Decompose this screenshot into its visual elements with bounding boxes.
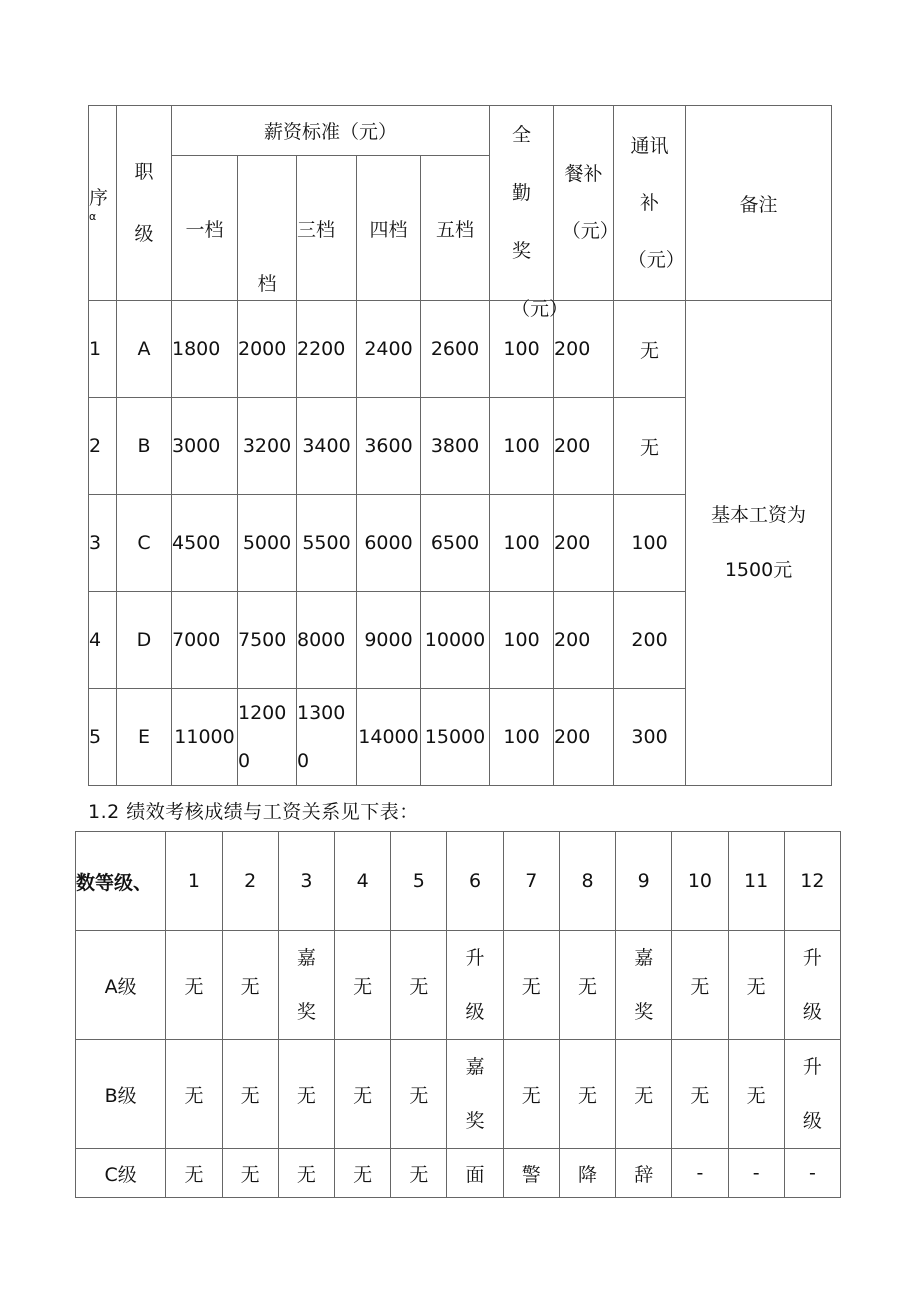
tier-4-header: 四档 xyxy=(357,156,421,301)
table-cell: 嘉奖 xyxy=(447,1040,503,1149)
table-cell: 无 xyxy=(672,1040,728,1149)
column-header: 5 xyxy=(391,832,447,931)
table-cell: 辞 xyxy=(616,1149,672,1198)
tier-cell: 2600 xyxy=(421,301,490,398)
tier-cell: 10000 xyxy=(421,592,490,689)
tier-cell: 3800 xyxy=(421,398,490,495)
row-label: C级 xyxy=(76,1149,166,1198)
tier-1-header: 一档 xyxy=(172,156,238,301)
table-cell: 无 xyxy=(391,1149,447,1198)
table-cell: 无 xyxy=(166,1040,222,1149)
meal-cell: 200 xyxy=(554,592,614,689)
table-cell: 升级 xyxy=(447,931,503,1040)
table-cell: - xyxy=(784,1149,840,1198)
table-cell: 无 xyxy=(503,1040,559,1149)
tier-cell: 4500 xyxy=(172,495,238,592)
meal-header: 餐补（元） xyxy=(554,106,614,301)
tier-cell: 3200 xyxy=(238,398,297,495)
meal-cell: 200 xyxy=(554,689,614,786)
table-cell: 无 xyxy=(335,1040,391,1149)
attendance-header: 全勤奖（元） xyxy=(490,106,554,301)
performance-table xyxy=(75,831,841,1198)
table-cell: 无 xyxy=(391,1040,447,1149)
column-header: 10 xyxy=(672,832,728,931)
meal-cell: 200 xyxy=(554,301,614,398)
phone-header: 通讯补（元） xyxy=(614,106,686,301)
table-cell: 无 xyxy=(728,1040,784,1149)
table-cell: 无 xyxy=(166,1149,222,1198)
seq-mark: α xyxy=(89,210,97,223)
column-header: 7 xyxy=(503,832,559,931)
table-cell: 无 xyxy=(503,931,559,1040)
meal-cell: 200 xyxy=(554,495,614,592)
table-cell: 嘉奖 xyxy=(278,931,334,1040)
column-header: 12 xyxy=(784,832,840,931)
tier-cell: 2200 xyxy=(297,301,357,398)
column-header: 6 xyxy=(447,832,503,931)
table-cell: - xyxy=(672,1149,728,1198)
salary-table xyxy=(88,105,832,786)
table-cell: 降 xyxy=(559,1149,615,1198)
meal-cell: 200 xyxy=(554,398,614,495)
tier-cell: 6500 xyxy=(421,495,490,592)
row-label: A级 xyxy=(76,931,166,1040)
tier-cell: 5500 xyxy=(297,495,357,592)
table-cell: 无 xyxy=(278,1040,334,1149)
grade-cell: C xyxy=(117,495,172,592)
tier-cell: 2400 xyxy=(357,301,421,398)
column-header: 9 xyxy=(616,832,672,931)
table-cell: 无 xyxy=(672,931,728,1040)
phone-cell: 无 xyxy=(614,301,686,398)
tier-cell: 12000 xyxy=(238,689,297,786)
column-header: 4 xyxy=(335,832,391,931)
table-cell: 警 xyxy=(503,1149,559,1198)
table-cell: 无 xyxy=(335,1149,391,1198)
salary-standard-header: 薪资标准（元） xyxy=(172,106,490,156)
tier-cell: 9000 xyxy=(357,592,421,689)
column-header: 3 xyxy=(278,832,334,931)
table-cell: 面 xyxy=(447,1149,503,1198)
tier-cell: 15000 xyxy=(421,689,490,786)
table-cell: 无 xyxy=(335,931,391,1040)
column-header: 11 xyxy=(728,832,784,931)
grade-cell: D xyxy=(117,592,172,689)
seq-cell: 1 xyxy=(89,301,117,398)
tier-cell: 7000 xyxy=(172,592,238,689)
tier-cell: 13000 xyxy=(297,689,357,786)
section-caption: 1.2 绩效考核成绩与工资关系见下表： xyxy=(88,801,419,823)
tier-cell: 8000 xyxy=(297,592,357,689)
tier-cell: 3000 xyxy=(172,398,238,495)
table-cell: 嘉奖 xyxy=(616,931,672,1040)
phone-cell: 300 xyxy=(614,689,686,786)
table-cell: 升级 xyxy=(784,931,840,1040)
seq-cell: 5 xyxy=(89,689,117,786)
grade-cell: B xyxy=(117,398,172,495)
row-label: B级 xyxy=(76,1040,166,1149)
table-cell: 升级 xyxy=(784,1040,840,1149)
grade-cell: E xyxy=(117,689,172,786)
phone-cell: 100 xyxy=(614,495,686,592)
tier-cell: 6000 xyxy=(357,495,421,592)
tier-cell: 11000 xyxy=(172,689,238,786)
grade-header: 职级 xyxy=(117,106,172,301)
tier-cell: 5000 xyxy=(238,495,297,592)
table-cell: 无 xyxy=(222,931,278,1040)
table-cell: 无 xyxy=(278,1149,334,1198)
tier-3-header: 三档 xyxy=(297,156,357,301)
grade-cell: A xyxy=(117,301,172,398)
column-header: 1 xyxy=(166,832,222,931)
tier-2-header: 档 xyxy=(238,156,297,301)
table-cell: 无 xyxy=(166,931,222,1040)
table-cell: 无 xyxy=(222,1149,278,1198)
seq-header: 序 α xyxy=(89,106,117,301)
remark-cell: 基本工资为1500元 xyxy=(686,301,832,786)
seq-cell: 4 xyxy=(89,592,117,689)
table-cell: 无 xyxy=(559,1040,615,1149)
table-cell: 无 xyxy=(728,931,784,1040)
attendance-cell: 100 xyxy=(490,398,554,495)
attendance-cell: 100 xyxy=(490,301,554,398)
seq-cell: 3 xyxy=(89,495,117,592)
tier-cell: 1800 xyxy=(172,301,238,398)
tier-5-header: 五档 xyxy=(421,156,490,301)
phone-cell: 200 xyxy=(614,592,686,689)
column-header: 2 xyxy=(222,832,278,931)
seq-cell: 2 xyxy=(89,398,117,495)
tier-cell: 2000 xyxy=(238,301,297,398)
table-cell: 无 xyxy=(559,931,615,1040)
tier-cell: 3600 xyxy=(357,398,421,495)
attendance-cell: 100 xyxy=(490,689,554,786)
table-cell: 无 xyxy=(391,931,447,1040)
tier-cell: 3400 xyxy=(297,398,357,495)
column-header: 8 xyxy=(559,832,615,931)
attendance-cell: 100 xyxy=(490,495,554,592)
table-cell: 无 xyxy=(222,1040,278,1149)
tier-cell: 14000 xyxy=(357,689,421,786)
attendance-cell: 100 xyxy=(490,592,554,689)
phone-cell: 无 xyxy=(614,398,686,495)
table-cell: 无 xyxy=(616,1040,672,1149)
remark-header: 备注 xyxy=(686,106,832,301)
table-cell: - xyxy=(728,1149,784,1198)
tier-cell: 7500 xyxy=(238,592,297,689)
corner-header: 数等级、 xyxy=(76,832,166,931)
